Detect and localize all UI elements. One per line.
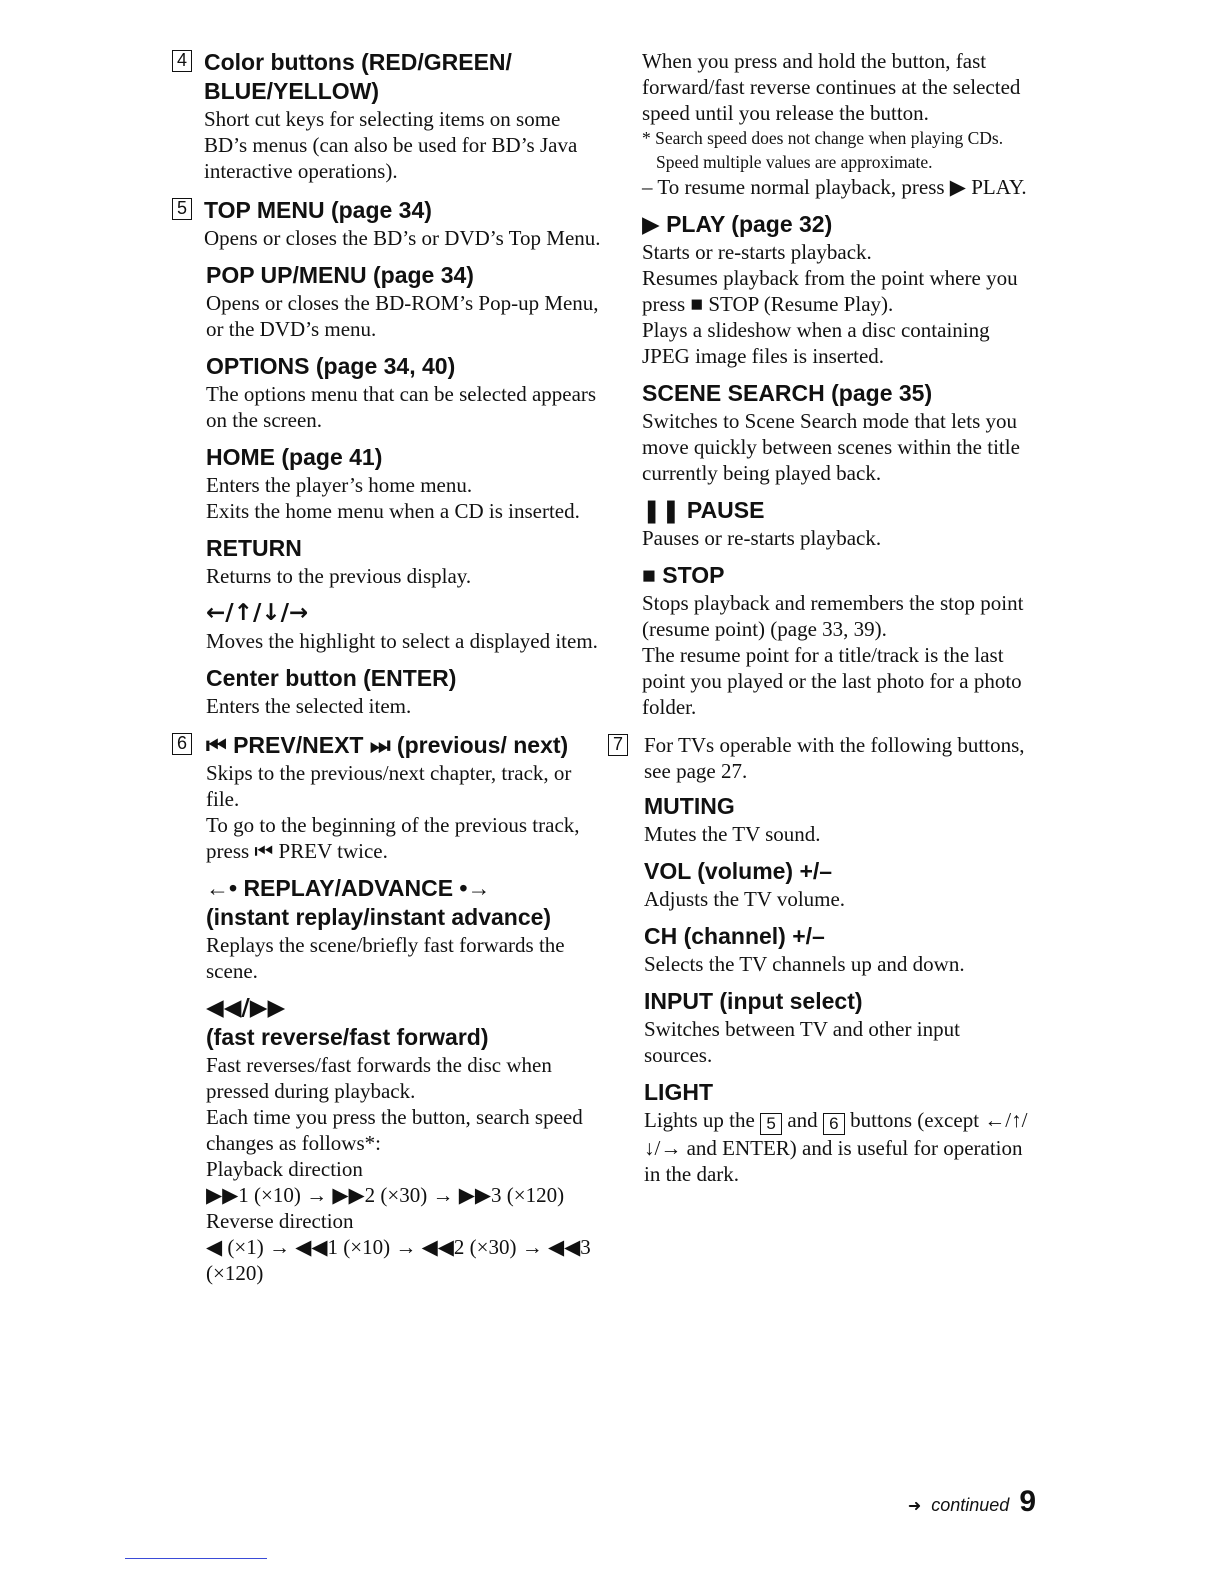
input-text: Switches between TV and other input sources.	[644, 1017, 960, 1067]
top-menu-heading: TOP MENU (page 34)	[204, 197, 432, 223]
play-text-1: Starts or re-starts playback.	[642, 240, 872, 264]
vol-block	[644, 857, 1028, 912]
input-block	[644, 987, 1028, 1068]
right-upper	[642, 48, 1028, 720]
light-block	[644, 1078, 1028, 1187]
light-heading: LIGHT	[644, 1079, 713, 1105]
center-button-heading: Center button (ENTER)	[206, 665, 457, 691]
arrow-keys-heading: ←/↑/↓/→	[206, 600, 309, 626]
return-heading: RETURN	[206, 535, 302, 561]
top-menu-text: Opens or closes the BD’s or DVD’s Top Menu.	[204, 226, 601, 250]
pause-text: Pauses or re-starts playback.	[642, 526, 882, 550]
scene-block	[642, 379, 1028, 486]
popup-text: Opens or closes the BD-ROM’s Pop-up Menu, or the DVD’s menu.	[206, 291, 599, 341]
hold-block	[642, 48, 1028, 200]
color-buttons-heading: Color buttons (RED/GREEN/ BLUE/YELLOW)	[204, 49, 512, 104]
play-heading: ▶ PLAY (page 32)	[642, 211, 833, 237]
pause-heading: ❚❚ PAUSE	[642, 497, 765, 523]
home-text-1: Enters the player’s home menu.	[206, 473, 473, 497]
prevnext-heading: ⏮ PREV/NEXT ⏭ (previous/ next)	[206, 732, 569, 758]
replay-text: Replays the scene/briefly fast forwards the scene.	[206, 933, 565, 983]
stop-text-1: Stops playback and remembers the stop point (resume point) (page 33, 39).	[642, 591, 1024, 641]
resume-text: – To resume normal playback, press ▶ PLAY.	[642, 175, 1027, 199]
muting-block	[644, 792, 1028, 847]
prevnext-text-1: Skips to the previous/next chapter, track, or file.	[206, 761, 572, 811]
popup-section	[206, 261, 602, 342]
home-heading: HOME (page 41)	[206, 444, 383, 470]
item-number-6: 6	[172, 733, 192, 755]
arrow-keys-text: Moves the highlight to select a displayed item.	[206, 629, 598, 653]
replay-heading-2: (instant replay/instant advance)	[206, 904, 552, 930]
item-number-4: 4	[172, 50, 192, 72]
replay-section	[206, 874, 602, 984]
replay-heading: ←• REPLAY/ADVANCE •→	[206, 875, 491, 901]
options-text: The options menu that can be selected appears on the screen.	[206, 382, 597, 432]
play-block	[642, 210, 1028, 369]
stop-block	[642, 561, 1028, 720]
fast-section	[206, 994, 602, 1286]
item-ref-6: 6	[823, 1113, 845, 1135]
home-section	[206, 443, 602, 524]
fast-text-1: Fast reverses/fast forwards the disc when pressed during playback.	[206, 1053, 552, 1103]
continued-label: continued	[931, 1495, 1010, 1515]
fast-text-2: Each time you press the button, search speed changes as follows*:	[206, 1105, 583, 1155]
bottom-rule	[125, 1558, 267, 1559]
stop-heading: ■ STOP	[642, 562, 725, 588]
item-4	[172, 48, 602, 184]
fast-heading: ◀◀/▶▶	[206, 995, 286, 1021]
center-button-text: Enters the selected item.	[206, 694, 412, 718]
fast-text-3: Playback direction	[206, 1157, 363, 1181]
light-text	[644, 1107, 1028, 1187]
item-7-text: For TVs operable with the following buttons, see page 27.	[644, 733, 1025, 783]
item-number-5: 5	[172, 198, 192, 220]
item-ref-5: 5	[760, 1113, 782, 1135]
prevnext-section	[206, 731, 602, 864]
muting-text: Mutes the TV sound.	[644, 822, 821, 846]
play-text-3: Plays a slideshow when a disc containing JPEG image files is inserted.	[642, 318, 990, 368]
ch-block	[644, 922, 1028, 977]
home-text-2: Exits the home menu when a CD is inserted.	[206, 499, 580, 523]
input-heading: INPUT (input select)	[644, 988, 863, 1014]
ch-text: Selects the TV channels up and down.	[644, 952, 965, 976]
fast-heading-2: (fast reverse/fast forward)	[206, 1024, 489, 1050]
item-6	[172, 731, 602, 1286]
return-text: Returns to the previous display.	[206, 564, 472, 588]
light-text-a: Lights up the	[644, 1108, 755, 1132]
footnote-2: Speed multiple values are approximate.	[656, 152, 933, 172]
scene-text: Switches to Scene Search mode that lets you move quickly between scenes within the title currently being played back.	[642, 409, 1020, 485]
scene-heading: SCENE SEARCH (page 35)	[642, 380, 933, 406]
item-7	[608, 732, 1028, 1187]
fast-text-6: ◀ (×1) → ◀◀1 (×10) → ◀◀2 (×30) → ◀◀3 (×120)	[206, 1235, 591, 1285]
muting-heading: MUTING	[644, 793, 735, 819]
page-number: 9	[1019, 1485, 1036, 1518]
return-section	[206, 534, 602, 589]
page-footer	[908, 1485, 1036, 1519]
left-column	[172, 48, 602, 1286]
pause-block	[642, 496, 1028, 551]
item-5	[172, 196, 602, 719]
options-heading: OPTIONS (page 34, 40)	[206, 353, 456, 379]
vol-text: Adjusts the TV volume.	[644, 887, 846, 911]
fast-text-5: Reverse direction	[206, 1209, 354, 1233]
options-section	[206, 352, 602, 433]
continued-arrow-icon: ➜	[907, 1498, 922, 1515]
center-section	[206, 664, 602, 719]
light-text-b: and	[787, 1108, 818, 1132]
right-column	[608, 48, 1028, 1187]
stop-text-2: The resume point for a title/track is the last point you played or the last photo for a photo folder.	[642, 643, 1022, 719]
arrows-section	[206, 599, 602, 654]
vol-heading: VOL (volume) +/–	[644, 858, 833, 884]
hold-text: When you press and hold the button, fast forward/fast reverse continues at the selected speed until you release the button.	[642, 49, 1021, 125]
prevnext-text-2: To go to the beginning of the previous track, press ⏮ PREV twice.	[206, 813, 580, 863]
play-text-2: Resumes playback from the point where you press ■ STOP (Resume Play).	[642, 266, 1018, 316]
fast-text-4: ▶▶1 (×10) → ▶▶2 (×30) → ▶▶3 (×120)	[206, 1183, 565, 1207]
item-number-7: 7	[608, 734, 628, 756]
popup-heading: POP UP/MENU (page 34)	[206, 262, 474, 288]
footnote-1: * Search speed does not change when playing CDs.	[642, 128, 1004, 148]
ch-heading: CH (channel) +/–	[644, 923, 825, 949]
color-buttons-text: Short cut keys for selecting items on some BD’s menus (can also be used for BD’s Java interactive operations).	[204, 107, 578, 183]
light-text-c: buttons (except ←/↑/↓/→ and ENTER) and is useful for operation in the dark.	[644, 1108, 1028, 1186]
